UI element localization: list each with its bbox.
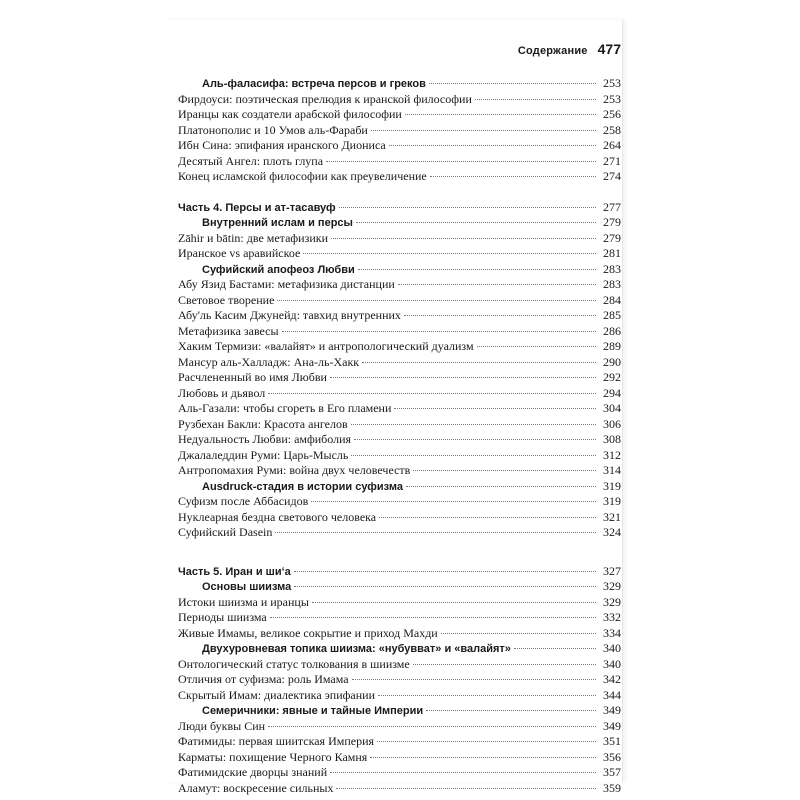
toc-entry-page: 304 (603, 401, 621, 415)
toc-entry-title: Аль-фаласифа: встреча персов и греков (202, 78, 426, 90)
page-header (178, 41, 621, 57)
toc-section-entry (178, 293, 621, 309)
toc-entry-page: 334 (603, 625, 621, 640)
toc-entry-title: Фатимидские дворцы знаний (178, 765, 328, 779)
toc-entry-title: Абу Язид Бастами: метафизика дистанции (178, 277, 395, 291)
dot-leader (312, 602, 596, 603)
dot-leader (394, 408, 596, 409)
toc-entry-page: 349 (603, 718, 621, 733)
dot-leader (413, 664, 596, 665)
dot-leader (330, 772, 596, 773)
toc-entry-title: Карматы: похищение Черного Камня (178, 749, 368, 764)
dot-leader (430, 176, 596, 177)
dot-leader (406, 486, 596, 487)
toc-entry-page: 357 (603, 765, 621, 779)
dot-leader (339, 207, 596, 208)
toc-entry-title: Отличия от суфизма: роль Имама (178, 672, 349, 686)
dot-leader (441, 633, 596, 634)
dot-leader (352, 679, 596, 680)
toc-section-entry (178, 525, 621, 541)
toc-part-entry (178, 200, 621, 216)
toc-entry-title: Люди буквы Син (178, 718, 266, 733)
dot-leader (475, 99, 596, 100)
toc-chapter-entry (178, 641, 621, 657)
dot-leader (370, 757, 596, 758)
toc-section-entry (178, 765, 621, 781)
dot-leader (294, 571, 596, 572)
toc-entry-page: 294 (603, 385, 621, 400)
page-number: 477 (597, 41, 621, 57)
toc-section-entry (178, 138, 621, 154)
toc-entry-title: Метафизика завесы (178, 323, 279, 338)
toc-section-entry (178, 370, 621, 386)
toc-entry-page: 324 (603, 525, 621, 539)
toc-entry-title: Антропомахия Руми: война двух человечеств (178, 463, 411, 477)
dot-leader (282, 331, 596, 332)
dot-leader (268, 393, 596, 394)
toc-chapter-entry (178, 479, 621, 495)
toc-entry-title: Платонополис и 10 Умов аль-Фараби (178, 122, 368, 137)
toc-chapter-entry (178, 215, 621, 231)
toc-entry-page: 292 (603, 370, 621, 384)
toc-entry-page: 306 (603, 416, 621, 431)
toc-entry-title: Аламут: воскресение сильных (178, 780, 334, 795)
dot-leader (404, 315, 596, 316)
toc-entry-title: Онтологический статус толкования в шиизме (178, 656, 410, 671)
dot-leader (514, 648, 596, 649)
toc-section-entry (178, 417, 621, 433)
dot-leader (331, 238, 596, 239)
toc-entry-page: 356 (603, 749, 621, 764)
toc-entry-title: Абу'ль Касим Джунейд: тавхид внутренних (178, 308, 401, 322)
toc-entry-title: Суфийский апофеоз Любви (202, 263, 355, 276)
toc-entry-title: Недуальность Любви: амфиболия (178, 432, 352, 446)
dot-leader (326, 161, 596, 162)
dot-leader (336, 788, 596, 789)
toc-chapter-entry (178, 703, 621, 719)
table-of-contents (178, 76, 621, 796)
toc-section-entry (178, 308, 621, 324)
toc-section-entry (178, 463, 621, 479)
toc-entry-page: 329 (603, 579, 621, 593)
dot-leader (277, 300, 596, 301)
toc-chapter-entry (178, 76, 621, 92)
toc-entry-title: Ибн Сина: эпифания иранского Диониса (178, 138, 386, 152)
dot-leader (354, 439, 596, 440)
toc-section-entry (178, 154, 621, 170)
toc-entry-title: Периоды шиизма (178, 610, 267, 624)
toc-entry-title: Иранское vs аравийское (178, 246, 301, 260)
toc-entry-title: Ausdruck-стадия в истории суфизма (202, 480, 403, 493)
toc-section-entry (178, 169, 621, 185)
toc-section-entry (178, 781, 621, 797)
toc-entry-page: 332 (603, 610, 621, 624)
dot-leader (356, 222, 596, 223)
toc-entry-title: Внутренний ислам и персы (202, 217, 353, 229)
toc-entry-title: Zāhir и bātin: две метафизики (178, 230, 329, 245)
toc-section-entry (178, 107, 621, 123)
toc-entry-title: Хаким Термизи: «валайят» и антропологический дуализм (178, 339, 474, 353)
dot-leader (426, 710, 596, 711)
dot-leader (377, 741, 596, 742)
toc-entry-page: 327 (603, 563, 621, 578)
dot-leader (351, 424, 596, 425)
toc-section-entry (178, 401, 621, 417)
toc-entry-title: Семеричники: явные и тайные Империи (202, 705, 424, 717)
toc-section-entry (178, 657, 621, 673)
toc-entry-page: 277 (603, 199, 621, 214)
toc-entry-title: Любовь и дьявол (178, 385, 266, 400)
dot-leader (378, 695, 596, 696)
dot-leader (351, 455, 596, 456)
toc-section-entry (178, 595, 621, 611)
toc-entry-page: 340 (603, 641, 621, 655)
toc-entry-page: 290 (603, 354, 621, 369)
toc-section-entry (178, 123, 621, 139)
toc-entry-page: 283 (603, 261, 621, 276)
toc-entry-page: 344 (603, 687, 621, 702)
toc-entry-page: 279 (603, 215, 621, 229)
dot-leader (379, 517, 596, 518)
toc-entry-page: 253 (603, 91, 621, 106)
toc-section-entry (178, 672, 621, 688)
toc-entry-title: Иранцы как создатели арабской философии (178, 107, 402, 121)
toc-entry-page: 319 (603, 494, 621, 508)
toc-entry-title: Фирдоуси: поэтическая прелюдия к иранской философии (178, 91, 472, 106)
dot-leader (275, 532, 596, 533)
toc-chapter-entry (178, 579, 621, 595)
toc-entry-title: Рузбехан Бакли: Красота ангелов (178, 416, 348, 431)
toc-entry-title: Основы шиизма (202, 581, 292, 593)
dot-leader (477, 346, 596, 347)
toc-entry-title: Скрытый Имам: диалектика эпифании (178, 687, 376, 702)
toc-entry-title: Мансур аль-Халладж: Ана-ль-Хакк (178, 354, 360, 369)
toc-section-entry (178, 610, 621, 626)
toc-section-entry (178, 510, 621, 526)
dot-leader (311, 501, 596, 502)
toc-entry-title: Живые Имамы, великое сокрытие и приход Махди (178, 625, 438, 640)
toc-entry-page: 264 (603, 138, 621, 152)
toc-entry-title: Конец исламской философии как преувеличение (178, 169, 427, 183)
toc-section-entry (178, 750, 621, 766)
toc-section-entry (178, 494, 621, 510)
toc-entry-page: 256 (603, 107, 621, 121)
dot-leader (389, 145, 596, 146)
toc-section-entry (178, 92, 621, 108)
toc-section-entry (178, 626, 621, 642)
toc-entry-page: 279 (603, 230, 621, 245)
dot-leader (371, 130, 596, 131)
toc-entry-title: Расчлененный во имя Любви (178, 370, 327, 384)
toc-entry-page: 351 (603, 734, 621, 748)
toc-entry-page: 258 (603, 122, 621, 137)
dot-leader (405, 114, 596, 115)
dot-leader (398, 284, 596, 285)
toc-entry-page: 329 (603, 594, 621, 609)
toc-entry-title: Двухуровневая топика шиизма: «нубувват» и «валайят» (202, 643, 511, 655)
toc-section-entry (178, 734, 621, 750)
toc-section-entry (178, 688, 621, 704)
toc-entry-page: 319 (603, 478, 621, 493)
toc-entry-page: 283 (603, 277, 621, 291)
toc-entry-page: 349 (603, 703, 621, 717)
toc-entry-title: Истоки шиизма и иранцы (178, 594, 309, 609)
toc-entry-title: Часть 5. Иран и шиʻа (178, 565, 291, 578)
toc-entry-page: 281 (603, 246, 621, 260)
dot-leader (362, 362, 596, 363)
dot-leader (270, 617, 596, 618)
toc-entry-page: 285 (603, 308, 621, 322)
toc-entry-page: 271 (603, 153, 621, 168)
toc-section-entry (178, 339, 621, 355)
toc-entry-title: Десятый Ангел: плоть глупа (178, 153, 324, 168)
dot-leader (429, 83, 596, 84)
toc-entry-title: Часть 4. Персы и ат-тасавуф (178, 201, 336, 214)
toc-entry-page: 284 (603, 292, 621, 307)
toc-entry-page: 308 (603, 432, 621, 446)
toc-section-entry (178, 719, 621, 735)
toc-entry-title: Аль-Газали: чтобы сгореть в Его пламени (178, 401, 392, 415)
toc-section-entry (178, 355, 621, 371)
dot-leader (413, 470, 596, 471)
toc-entry-page: 359 (603, 780, 621, 795)
toc-entry-page: 289 (603, 339, 621, 353)
dot-leader (268, 726, 596, 727)
toc-entry-title: Джалаледдин Руми: Царь-Мысль (178, 447, 349, 462)
toc-part-entry (178, 564, 621, 580)
toc-section-entry (178, 448, 621, 464)
toc-entry-page: 253 (603, 76, 621, 90)
dot-leader (303, 253, 596, 254)
dot-leader (358, 269, 596, 270)
toc-entry-page: 342 (603, 672, 621, 686)
toc-entry-title: Суфизм после Аббасидов (178, 494, 309, 508)
toc-section-entry (178, 246, 621, 262)
toc-entry-page: 314 (603, 463, 621, 477)
toc-entry-page: 321 (603, 509, 621, 524)
toc-entry-page: 340 (603, 656, 621, 671)
toc-section-entry (178, 432, 621, 448)
toc-section-entry (178, 231, 621, 247)
toc-chapter-entry (178, 262, 621, 278)
toc-entry-page: 286 (603, 323, 621, 338)
toc-section-entry (178, 277, 621, 293)
toc-section-entry (178, 324, 621, 340)
dot-leader (330, 377, 596, 378)
toc-entry-page: 312 (603, 447, 621, 462)
toc-section-entry (178, 386, 621, 402)
toc-entry-title: Нуклеарная бездна светового человека (178, 509, 377, 524)
toc-entry-title: Световое творение (178, 292, 275, 307)
toc-entry-page: 274 (603, 169, 621, 183)
toc-entry-title: Фатимиды: первая шиитская Империя (178, 734, 375, 748)
dot-leader (294, 586, 596, 587)
toc-entry-title: Суфийский Dasein (178, 525, 273, 539)
running-title: Содержание (517, 45, 588, 57)
